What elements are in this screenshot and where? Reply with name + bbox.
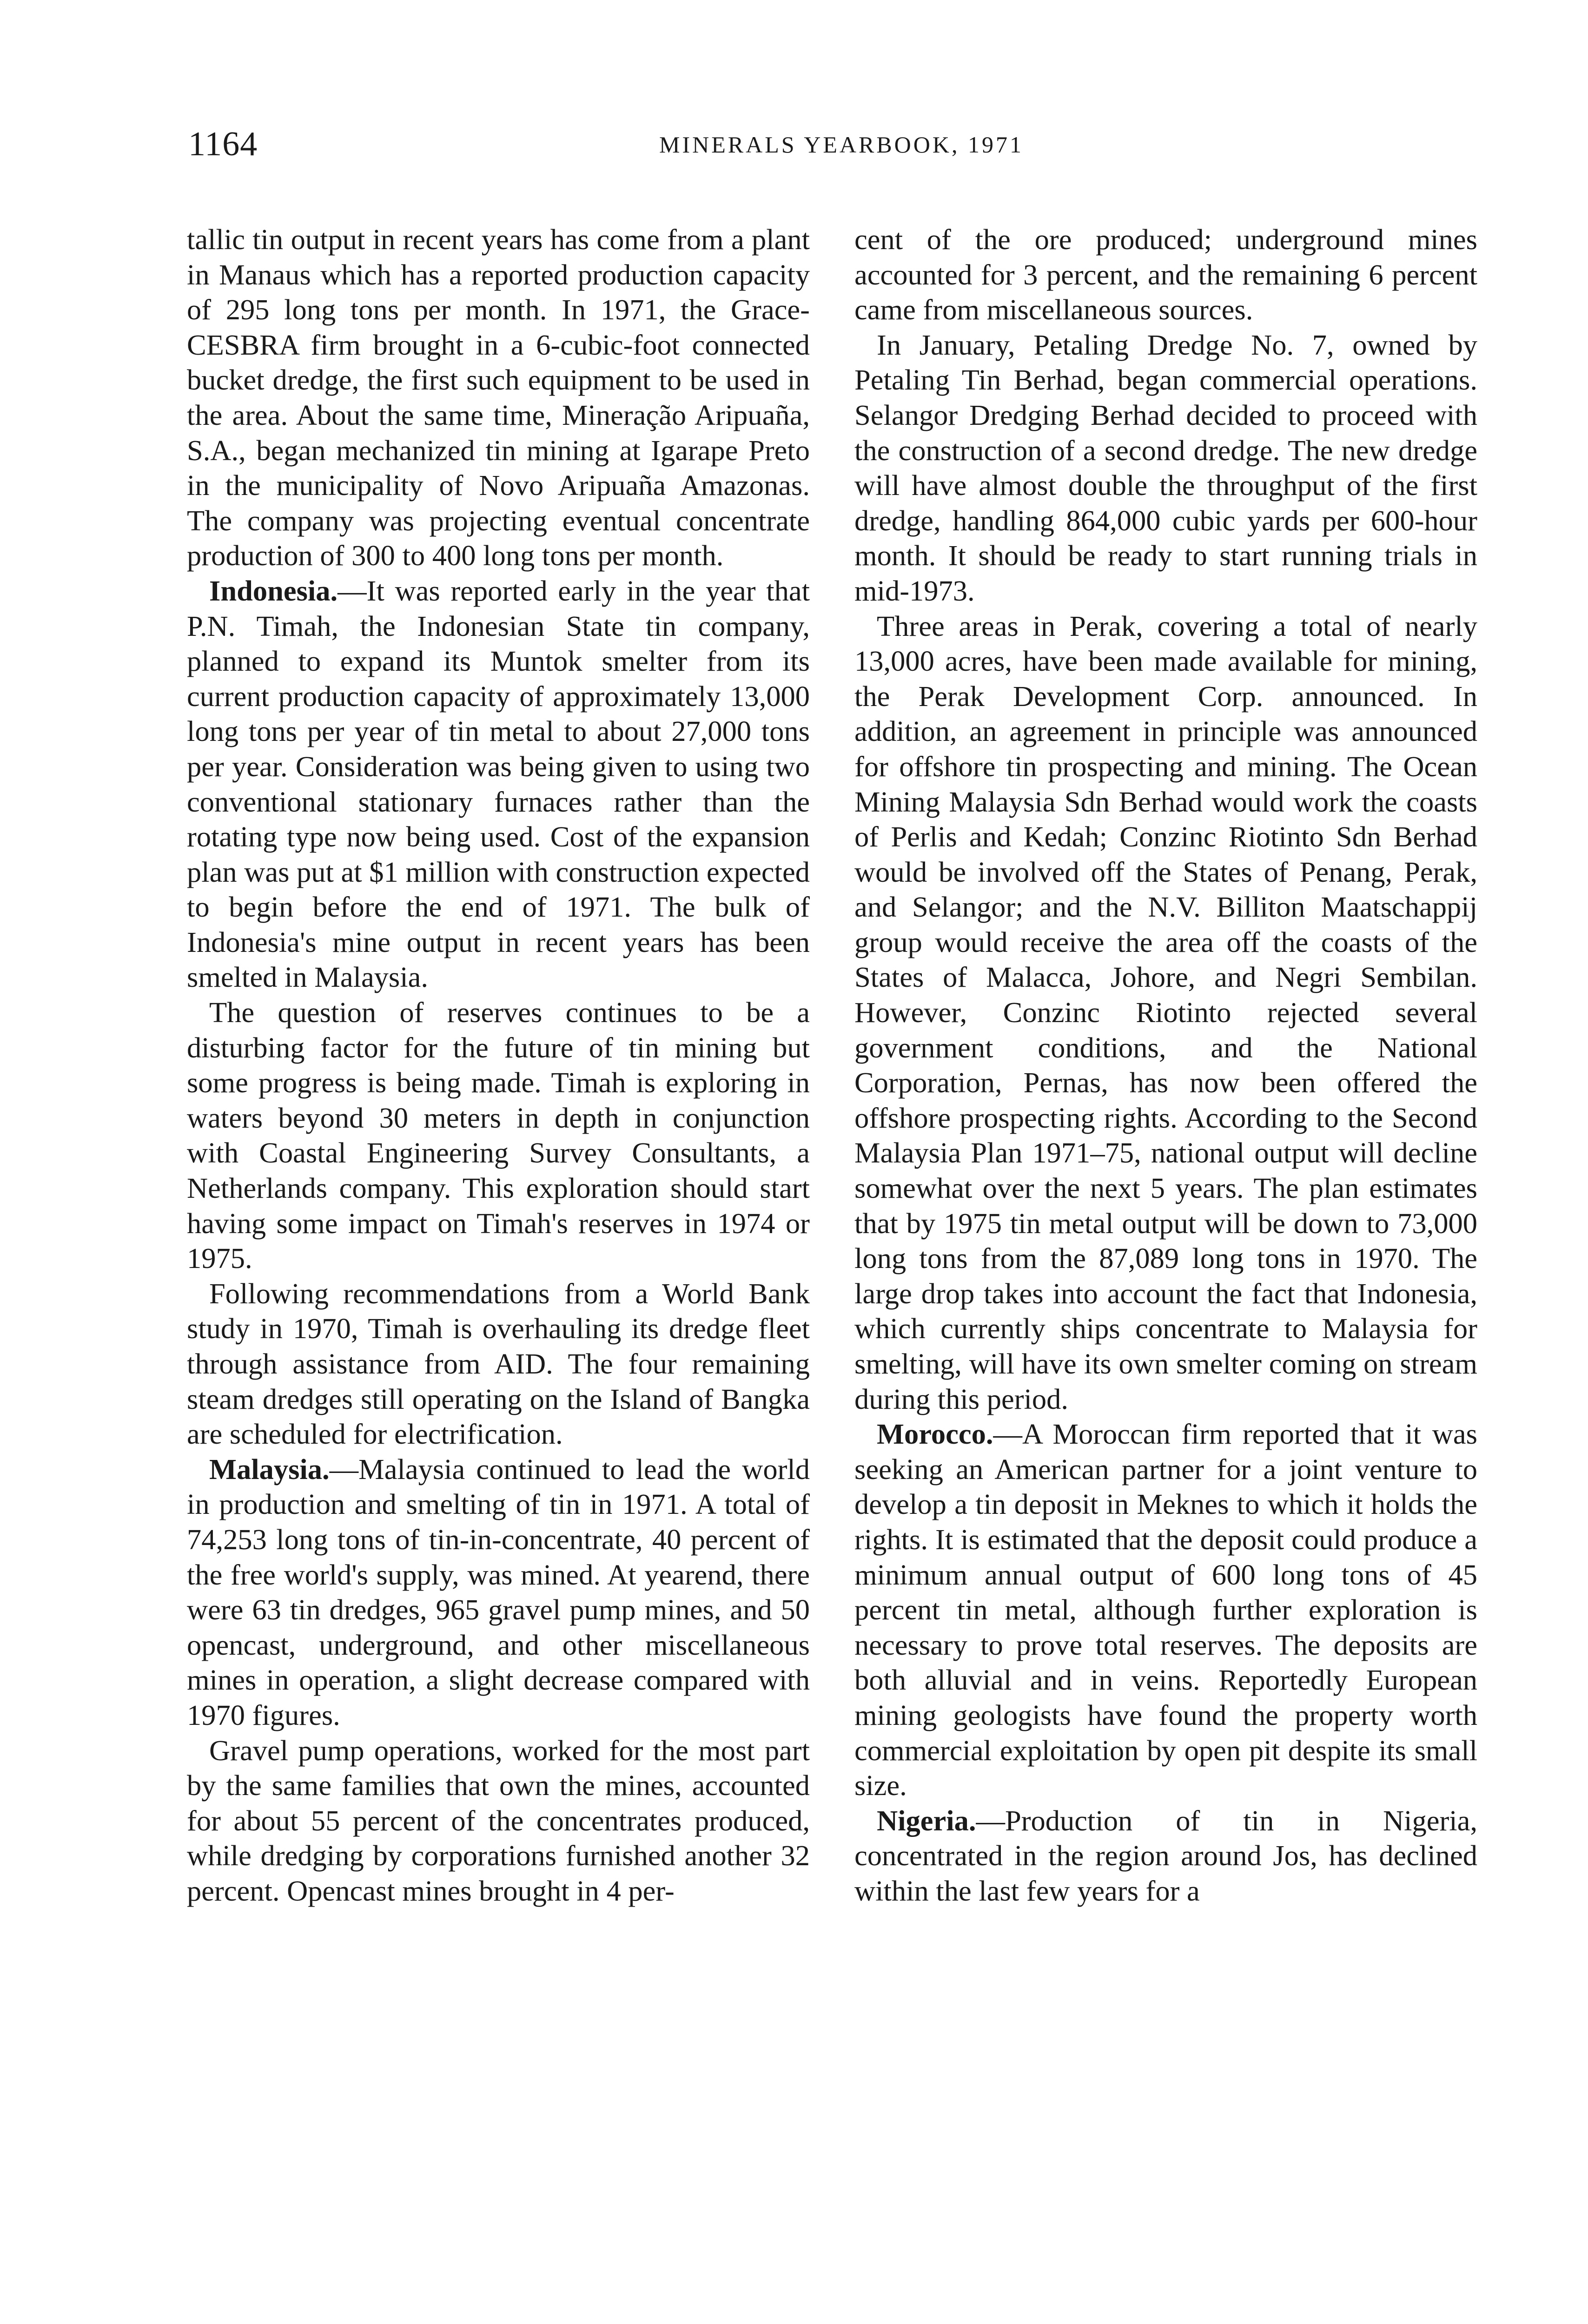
running-head: MINERALS YEARBOOK, 1971 <box>659 132 1024 158</box>
paragraph <box>854 1803 1477 1909</box>
paragraph <box>187 574 810 995</box>
section-heading: Malaysia. <box>209 1452 330 1486</box>
paragraph: Gravel pump operations, worked for the most part by the same families that own the mines, accounted for about 55 percent of the concentrates produced, while dredging by corporations furnished another 32 percent. Opencast mines brought in 4 per- <box>187 1734 810 1907</box>
paragraph <box>187 1452 810 1733</box>
paragraph: Following recommendations from a World Bank study in 1970, Timah is overhauling its dredge fleet through assistance from AID. The four remaining steam dredges still operating on the Island of Bangka are scheduled for electrification. <box>187 1277 810 1451</box>
section-heading: Nigeria. <box>877 1804 976 1837</box>
paragraph <box>854 1417 1477 1803</box>
paragraph-text: —It was reported early in the year that P.N. Timah, the Indonesian State tin company, planned to expand its Muntok smelter from its current production capacity of approximately 13,000 long tons per year of tin metal to about 27,000 tons per year. Consideration was being given to using two conventional stationary furnaces rather than the rotating type now being used. Cost of the expansion plan was put at $1 million with construction expected to begin before the end of 1971. The bulk of Indonesia's mine output in recent years has been smelted in Malaysia. <box>187 574 810 994</box>
paragraph: In January, Petaling Dredge No. 7, owned by Petaling Tin Berhad, began commercial operations. Selangor Dredging Berhad decided to proceed with the construction of a second dredge. The new dredge will have almost double the throughput of the first dredge, handling 864,000 cubic yards per 600-hour month. It should be ready to start running trials in mid-1973. <box>854 328 1477 607</box>
paragraph: cent of the ore produced; underground mines accounted for 3 percent, and the remaining 6 percent came from miscellaneous sources. <box>854 223 1477 326</box>
section-heading: Indonesia. <box>209 574 338 607</box>
right-column <box>854 222 1477 1909</box>
paragraph-text: —A Moroccan firm reported that it was seeking an American partner for a joint venture to develop a tin deposit in Meknes to which it holds the rights. It is estimated that the deposit could produce a minimum annual output of 600 long tons of 45 percent tin metal, although further exploration is necessary to prove total reserves. The deposits are both alluvial and in veins. Reportedly European mining geologists have found the property worth commercial exploitation by open pit despite its small size. <box>854 1418 1477 1802</box>
paragraph: tallic tin output in recent years has come from a plant in Manaus which has a reported production capacity of 295 long tons per month. In 1971, the Grace-CESBRA firm brought in a 6-cubic-foot connected bucket dredge, the first such equipment to be used in the area. About the same time, Mineração Aripuaña, S.A., began mechanized tin mining at Igarape Preto in the municipality of Novo Aripuaña Amazonas. The company was projecting eventual concentrate production of 300 to 400 long tons per month. <box>187 223 810 572</box>
section-heading: Morocco. <box>877 1418 993 1451</box>
paragraph-text: —Production of tin in Nigeria, concentrated in the region around Jos, has declined within the last few years for a <box>854 1804 1477 1907</box>
page-number: 1164 <box>188 125 258 163</box>
paragraph: Three areas in Perak, covering a total of nearly 13,000 acres, have been made available for mining, the Perak Development Corp. announced. In addition, an agreement in principle was announced for offshore tin prospecting and mining. The Ocean Mining Malaysia Sdn Berhad would work the coasts of Perlis and Kedah; Conzinc Riotinto Sdn Berhad would be involved off the States of Penang, Perak, and Selangor; and the N.V. Billiton Maatschappij group would receive the area off the coasts of the States of Malacca, Johore, and Negri Sembilan. However, Conzinc Riotinto rejected several government conditions, and the National Corporation, Pernas, has now been offered the offshore prospecting rights. According to the Second Malaysia Plan 1971–75, national output will decline somewhat over the next 5 years. The plan estimates that by 1975 tin metal output will be down to 73,000 long tons from the 87,089 long tons in 1970. The large drop takes into account the fact that Indonesia, which currently ships concentrate to Malaysia for smelting, will have its own smelter coming on stream during this period. <box>854 609 1477 1415</box>
left-column <box>187 222 810 1909</box>
paragraph: The question of reserves continues to be a disturbing factor for the future of tin mining but some progress is being made. Timah is exploring in waters beyond 30 meters in depth in conjunction with Coastal Engineering Survey Consultants, a Netherlands company. This exploration should start having some impact on Timah's reserves in 1974 or 1975. <box>187 996 810 1275</box>
paragraph-text: —Malaysia continued to lead the world in production and smelting of tin in 1971. A total of 74,253 long tons of tin-in-concentrate, 40 percent of the free world's supply, was mined. At yearend, there were 63 tin dredges, 965 gravel pump mines, and 50 opencast, underground, and other miscellaneous mines in operation, a slight decrease compared with 1970 figures. <box>187 1452 810 1731</box>
